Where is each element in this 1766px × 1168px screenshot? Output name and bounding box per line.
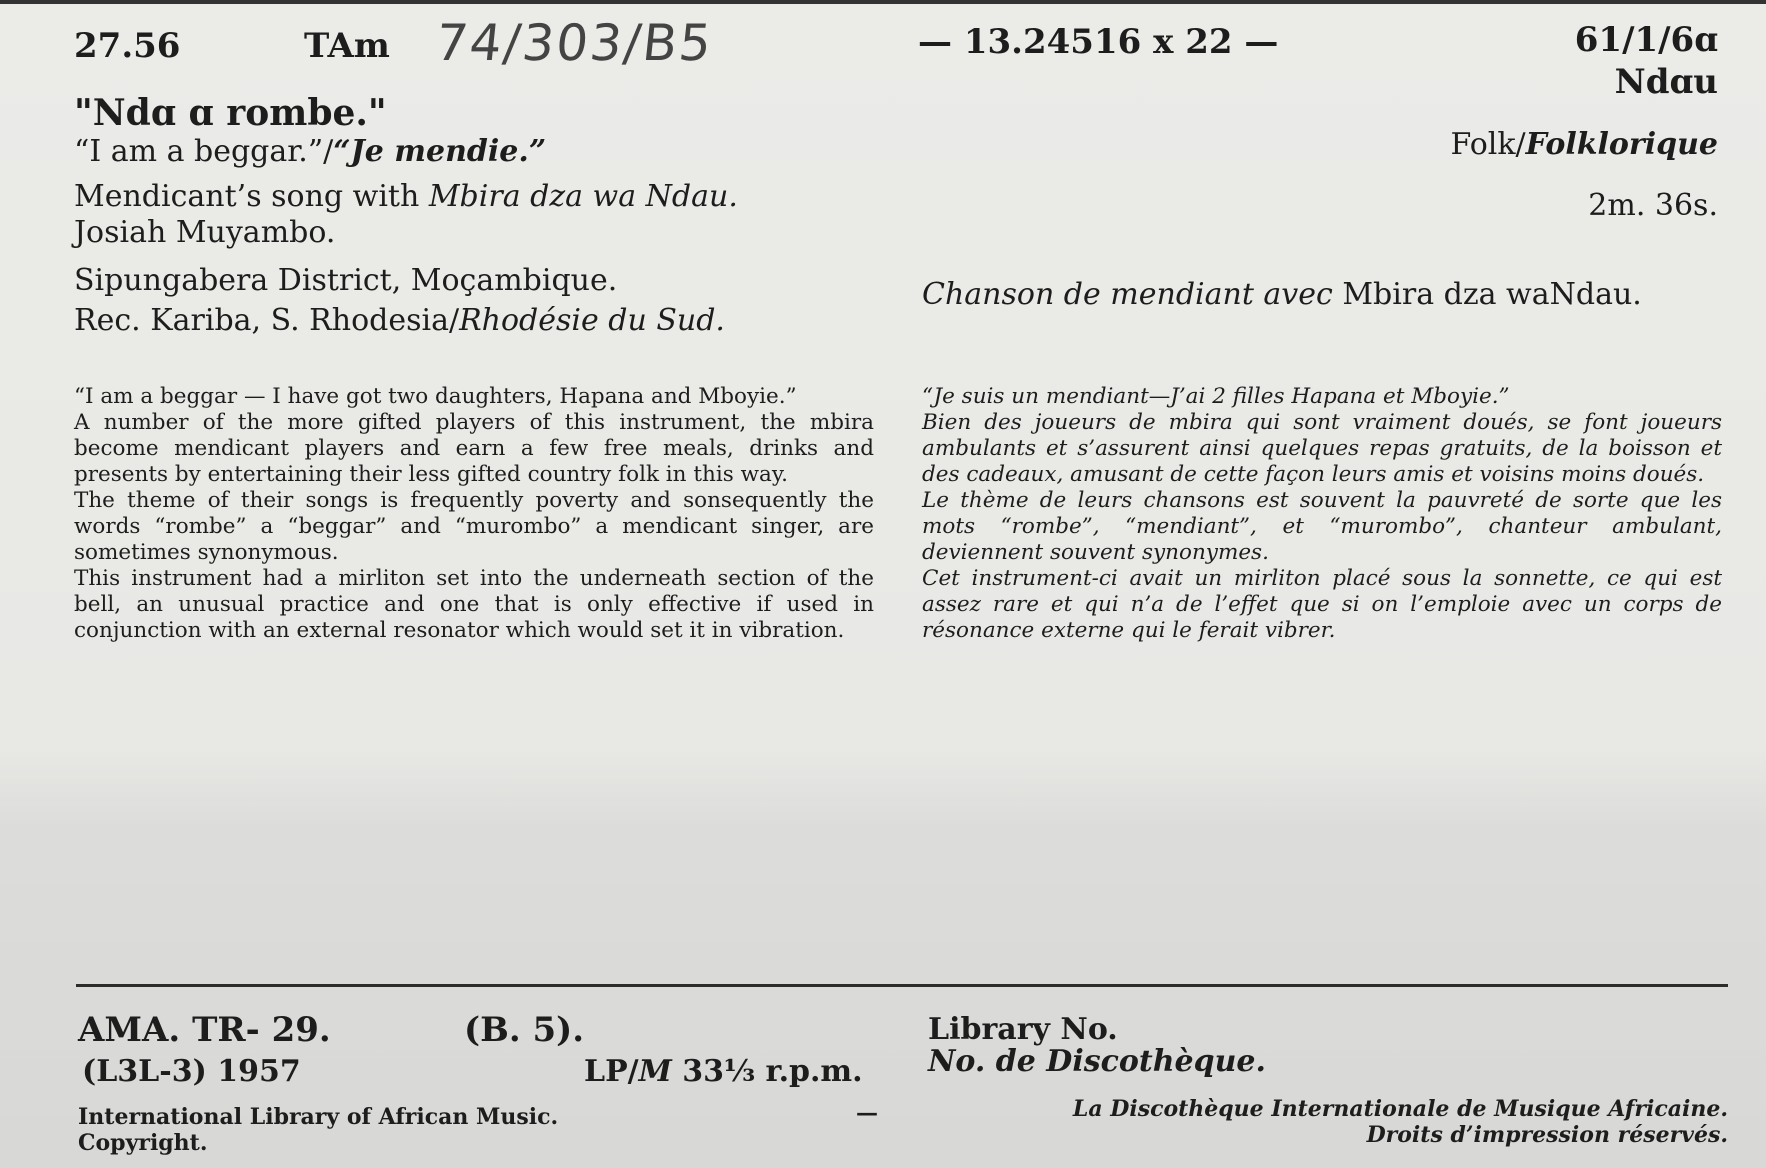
catalog-number: 27.56	[74, 26, 181, 66]
genre-french: Folklorique	[1525, 127, 1718, 162]
format-speed: 33⅓ r.p.m.	[671, 1054, 863, 1089]
record-format	[584, 1054, 863, 1089]
note-en-paragraph: The theme of their songs is frequently poverty and sonsequently the words “rombe” a “beggar” and “murombo” a mendicant singer, are sometimes synonymous.	[74, 488, 874, 565]
translated-title	[74, 133, 546, 171]
library-number-label: Library No.	[928, 1012, 1118, 1047]
french-description	[922, 276, 1642, 314]
side-track: (B. 5).	[464, 1010, 585, 1050]
notes-french	[922, 384, 1722, 644]
format-mono: M	[638, 1054, 672, 1089]
note-fr-paragraph: Le thème de leurs chansons est souvent la pauvreté de sorte que les mots “rombe”, “mendiant”, et “murombo”, chanteur ambulant, deviennent souvent synonymes.	[922, 488, 1722, 565]
genre-english: Folk/	[1450, 127, 1526, 162]
note-en-paragraph: A number of the more gifted players of this instrument, the mbira become mendicant players and earn a few free meals, drinks and presents by entertaining their less gifted country folk in this way.	[74, 410, 874, 487]
recording-place	[74, 302, 725, 340]
handwritten-accession-number: 74/303/B5	[432, 14, 716, 72]
notes-english	[74, 384, 874, 644]
duration: 2m. 36s.	[1588, 188, 1718, 223]
native-title: "Ndɑ ɑ rombe."	[74, 92, 387, 134]
song-description	[74, 178, 738, 216]
note-en-paragraph: This instrument had a mirliton set into the underneath section of the bell, an unusual practice and one that is only effective if used in conjunction with an external resonator which would set it in vibration.	[74, 566, 874, 643]
instrument-name: Mbira dza wa Ndau.	[428, 179, 738, 214]
location: Sipungabera District, Moçambique.	[74, 263, 618, 298]
song-description-prefix: Mendicant’s song with	[74, 179, 429, 214]
recording-place-french: Rhodésie du Sud.	[459, 303, 725, 338]
performer: Josiah Muyambo.	[74, 215, 336, 250]
format-prefix: LP/	[584, 1054, 639, 1089]
classification: 61/1/6ɑ	[1574, 20, 1718, 60]
matrix-year: (L3L-3) 1957	[82, 1054, 301, 1089]
english-title: “I am a beggar.”/	[74, 134, 334, 169]
french-description-prefix: Chanson de mendiant avec	[922, 277, 1343, 312]
copyright: Copyright.	[78, 1130, 208, 1156]
publisher: International Library of African Music.	[78, 1104, 559, 1130]
note-fr-paragraph: “Je suis un mendiant—J’ai 2 filles Hapana et Mboyie.”	[922, 384, 1510, 409]
library-number-label-french: No. de Discothèque.	[928, 1044, 1266, 1079]
note-fr-paragraph: Bien des joueurs de mbira qui sont vraiment doués, se font joueurs ambulants et s’assurent ainsi quelques repas gratuits, de la boisson et des cadeaux, amusant de cette façon leurs amis et voisins moins doués.	[922, 410, 1722, 487]
footer-dash: —	[856, 1100, 878, 1126]
language: Ndɑu	[1614, 62, 1718, 102]
recording-place-english: Rec. Kariba, S. Rhodesia/	[74, 303, 460, 338]
dimensions: — 13.24516 x 22 —	[918, 22, 1279, 62]
note-fr-paragraph: Cet instrument-ci avait un mirliton placé sous la sonnette, ce qui est assez rare et qui n’a de l’effet que si on l’emploie avec un corps de résonance externe qui le ferait vibrer.	[922, 566, 1722, 643]
footer-divider	[76, 984, 1728, 987]
rights-french: Droits d’impression réservés.	[1366, 1122, 1728, 1148]
album-number: AMA. TR- 29.	[78, 1010, 331, 1050]
french-title: “Je mendie.”	[333, 134, 547, 169]
publisher-french: La Discothèque Internationale de Musique Africaine.	[1072, 1096, 1728, 1122]
french-description-instrument: Mbira dza waNdau.	[1342, 277, 1642, 312]
top-edge-line	[0, 0, 1766, 4]
label-code: TAm	[304, 26, 390, 66]
note-en-paragraph: “I am a beggar — I have got two daughters, Hapana and Mboyie.”	[74, 384, 797, 409]
genre	[1451, 126, 1718, 164]
